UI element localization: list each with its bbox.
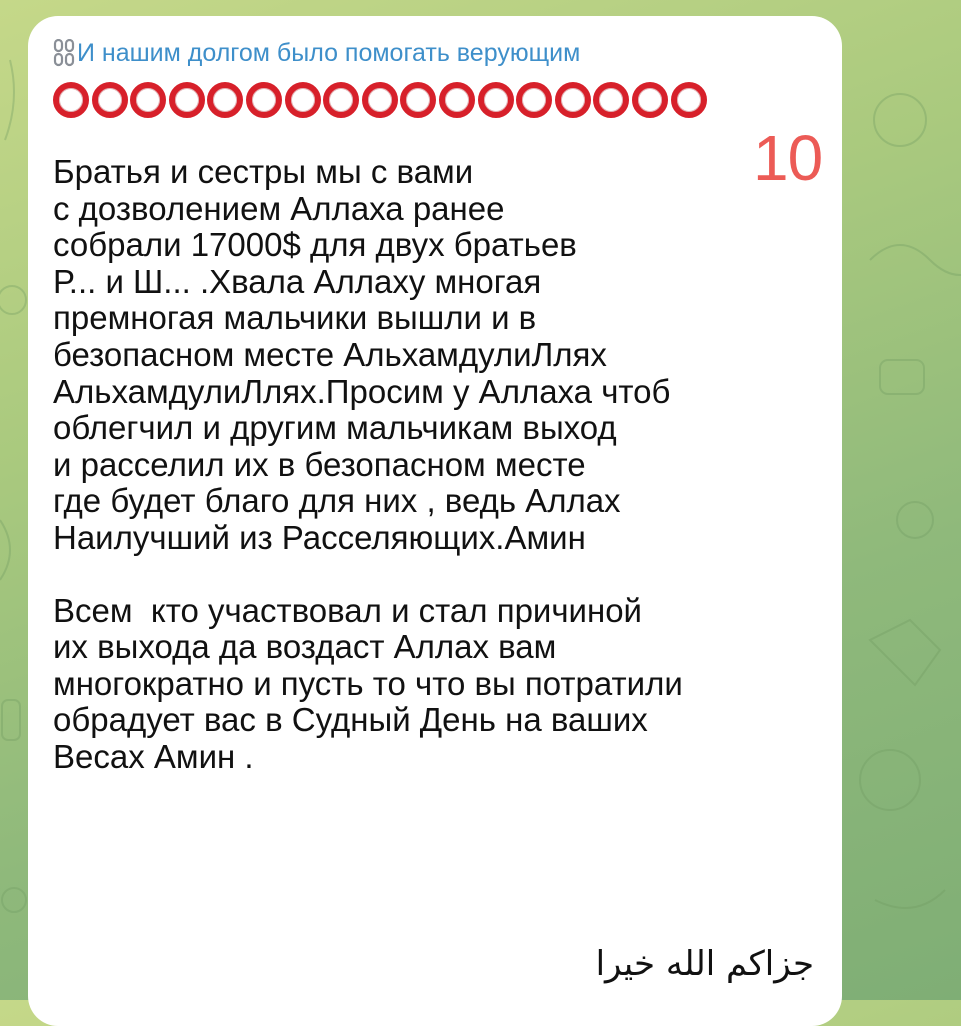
message-line: Наилучший из Расселяющих.Амин (53, 518, 586, 556)
chain-icon (53, 39, 75, 67)
arabic-signature: جزاكم الله خيرا (595, 944, 814, 984)
message-paragraph (53, 154, 822, 557)
message-line: собрали 17000$ для двух братьев (53, 226, 577, 264)
message-line: Всем кто участвовал и стал причиной (53, 591, 642, 629)
message-line: Весах Амин . (53, 737, 254, 775)
red-ring-icon (632, 82, 668, 118)
red-ring-icon (130, 82, 166, 118)
red-ring-icon (53, 82, 89, 118)
message-line: Братья и сестры мы с вами (53, 153, 474, 190)
red-ring-icon (323, 82, 359, 118)
message-bubble (28, 16, 842, 1026)
red-ring-icon (555, 82, 591, 118)
red-ring-icon (516, 82, 552, 118)
red-ring-icon (400, 82, 436, 118)
red-ring-icon (169, 82, 205, 118)
message-line: где будет благо для них , ведь Аллах (53, 482, 621, 520)
message-line: и расселил их в безопасном месте (53, 445, 586, 483)
red-ring-icon (207, 82, 243, 118)
red-ring-icon (478, 82, 514, 118)
channel-title[interactable] (53, 34, 822, 72)
red-ring-icon (439, 82, 475, 118)
red-ring-icon (246, 82, 282, 118)
red-ring-icon (92, 82, 128, 118)
message-line: премногая мальчики вышли и в (53, 299, 537, 337)
message-line: обрадует вас в Судный День на ваших (53, 701, 648, 739)
message-line: с дозволением Аллаха ранее (53, 189, 505, 227)
message-line: Р... и Ш... .Хвала Аллаху многая (53, 262, 542, 300)
message-line: облегчил и другим мальчикам выход (53, 409, 617, 447)
message-line: АльхамдулиЛлях.Просим у Аллаха чтоб (53, 372, 671, 410)
red-ring-icon (671, 82, 707, 118)
red-ring-icon (285, 82, 321, 118)
ring-decoration (53, 82, 822, 124)
message-line: многократно и пусть то что вы потратили (53, 664, 683, 702)
red-ring-icon (593, 82, 629, 118)
message-paragraph (53, 593, 822, 776)
counter-number: 10 (753, 122, 823, 194)
message-line: их выхода да воздаст Аллах вам (53, 628, 557, 666)
red-ring-icon (362, 82, 398, 118)
message-line: безопасном месте АльхамдулиЛлях (53, 335, 607, 373)
channel-title-text: И нашим долгом было помогать верующим (77, 38, 581, 67)
message-text (53, 154, 822, 776)
